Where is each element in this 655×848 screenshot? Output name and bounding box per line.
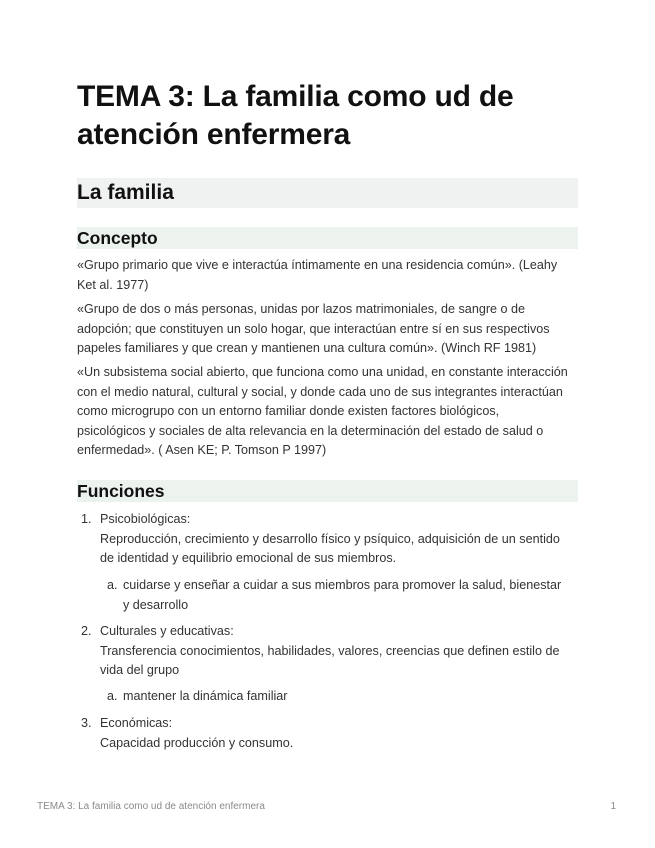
list-number: 3. bbox=[81, 716, 92, 730]
list-item-line: vida del grupo bbox=[100, 663, 180, 677]
sub-list-letter: a. bbox=[107, 689, 118, 703]
paragraph-line: «Grupo de dos o más personas, unidas por lazos matrimoniales, de sangre o de bbox=[77, 302, 526, 316]
title-line-2: atención enfermera bbox=[77, 118, 351, 151]
list-item-line: Culturales y educativas: bbox=[100, 624, 234, 638]
footer-page-number: 1 bbox=[610, 801, 616, 812]
sub-list-item-body bbox=[123, 576, 578, 615]
paragraph-line: adopción; que constituyen un solo hogar, que interactúan entre sí en sus respectivos bbox=[77, 321, 550, 336]
sub-list-item-line: y desarrollo bbox=[123, 597, 189, 612]
definition-paragraph-3 bbox=[77, 363, 578, 461]
list-item-line: Transferencia conocimientos, habilidades, valores, creencias que definen estilo de bbox=[100, 643, 560, 658]
list-number: 1. bbox=[81, 512, 92, 526]
list-item-line: Psicobiológicas: bbox=[100, 512, 191, 526]
paragraph-line: papeles familiares y que crean y mantienen una cultura común». (Winch RF 1981) bbox=[77, 341, 537, 355]
subheading-funciones: Funciones bbox=[77, 480, 578, 502]
paragraph-line: Ket al. 1977) bbox=[77, 277, 149, 292]
document-title bbox=[77, 78, 578, 154]
definition-paragraph-2 bbox=[77, 300, 578, 359]
list-item-line: Reproducción, crecimiento y desarrollo físico y psíquico, adquisición de un sentido bbox=[100, 531, 560, 546]
title-line-1: TEMA 3: La familia como ud de bbox=[77, 80, 514, 113]
sub-list-letter: a. bbox=[107, 578, 118, 592]
paragraph-line: como microgrupo con un entorno familiar donde existen factores biológicos, bbox=[77, 404, 500, 418]
list-item-body bbox=[100, 714, 578, 753]
sub-list-item-body bbox=[123, 687, 578, 707]
paragraph-line: «Grupo primario que vive e interactúa íntimamente en una residencia común». (Leahy bbox=[77, 258, 558, 272]
subheading-concepto: Concepto bbox=[77, 227, 578, 249]
sub-list-item-line: mantener la dinámica familiar bbox=[123, 689, 288, 703]
sub-list-item-line: cuidarse y enseñar a cuidar a sus miembros para promover la salud, bienestar bbox=[123, 578, 562, 592]
list-item-body bbox=[100, 622, 578, 681]
footer-document-title: TEMA 3: La familia como ud de atención enfermera bbox=[37, 801, 265, 812]
list-item-line: Capacidad producción y consumo. bbox=[100, 735, 294, 750]
paragraph-line: «Un subsistema social abierto, que funciona como una unidad, en constante interacción bbox=[77, 365, 568, 379]
paragraph-line: enfermedad». ( Asen KE; P. Tomson P 1997) bbox=[77, 443, 327, 457]
section-heading-la-familia: La familia bbox=[77, 178, 578, 208]
definition-paragraph-1 bbox=[77, 256, 578, 295]
list-item-line: de identidad y equilibrio emocional de sus miembros. bbox=[100, 551, 397, 565]
list-item-line: Económicas: bbox=[100, 716, 173, 730]
paragraph-line: psicológicos y sociales de alta relevancia en la determinación del estado de salud o bbox=[77, 423, 544, 438]
list-number: 2. bbox=[81, 624, 92, 638]
list-item-body bbox=[100, 510, 578, 569]
paragraph-line: con el medio natural, cultural y social, y donde cada uno de sus integrantes interactúan bbox=[77, 384, 563, 399]
